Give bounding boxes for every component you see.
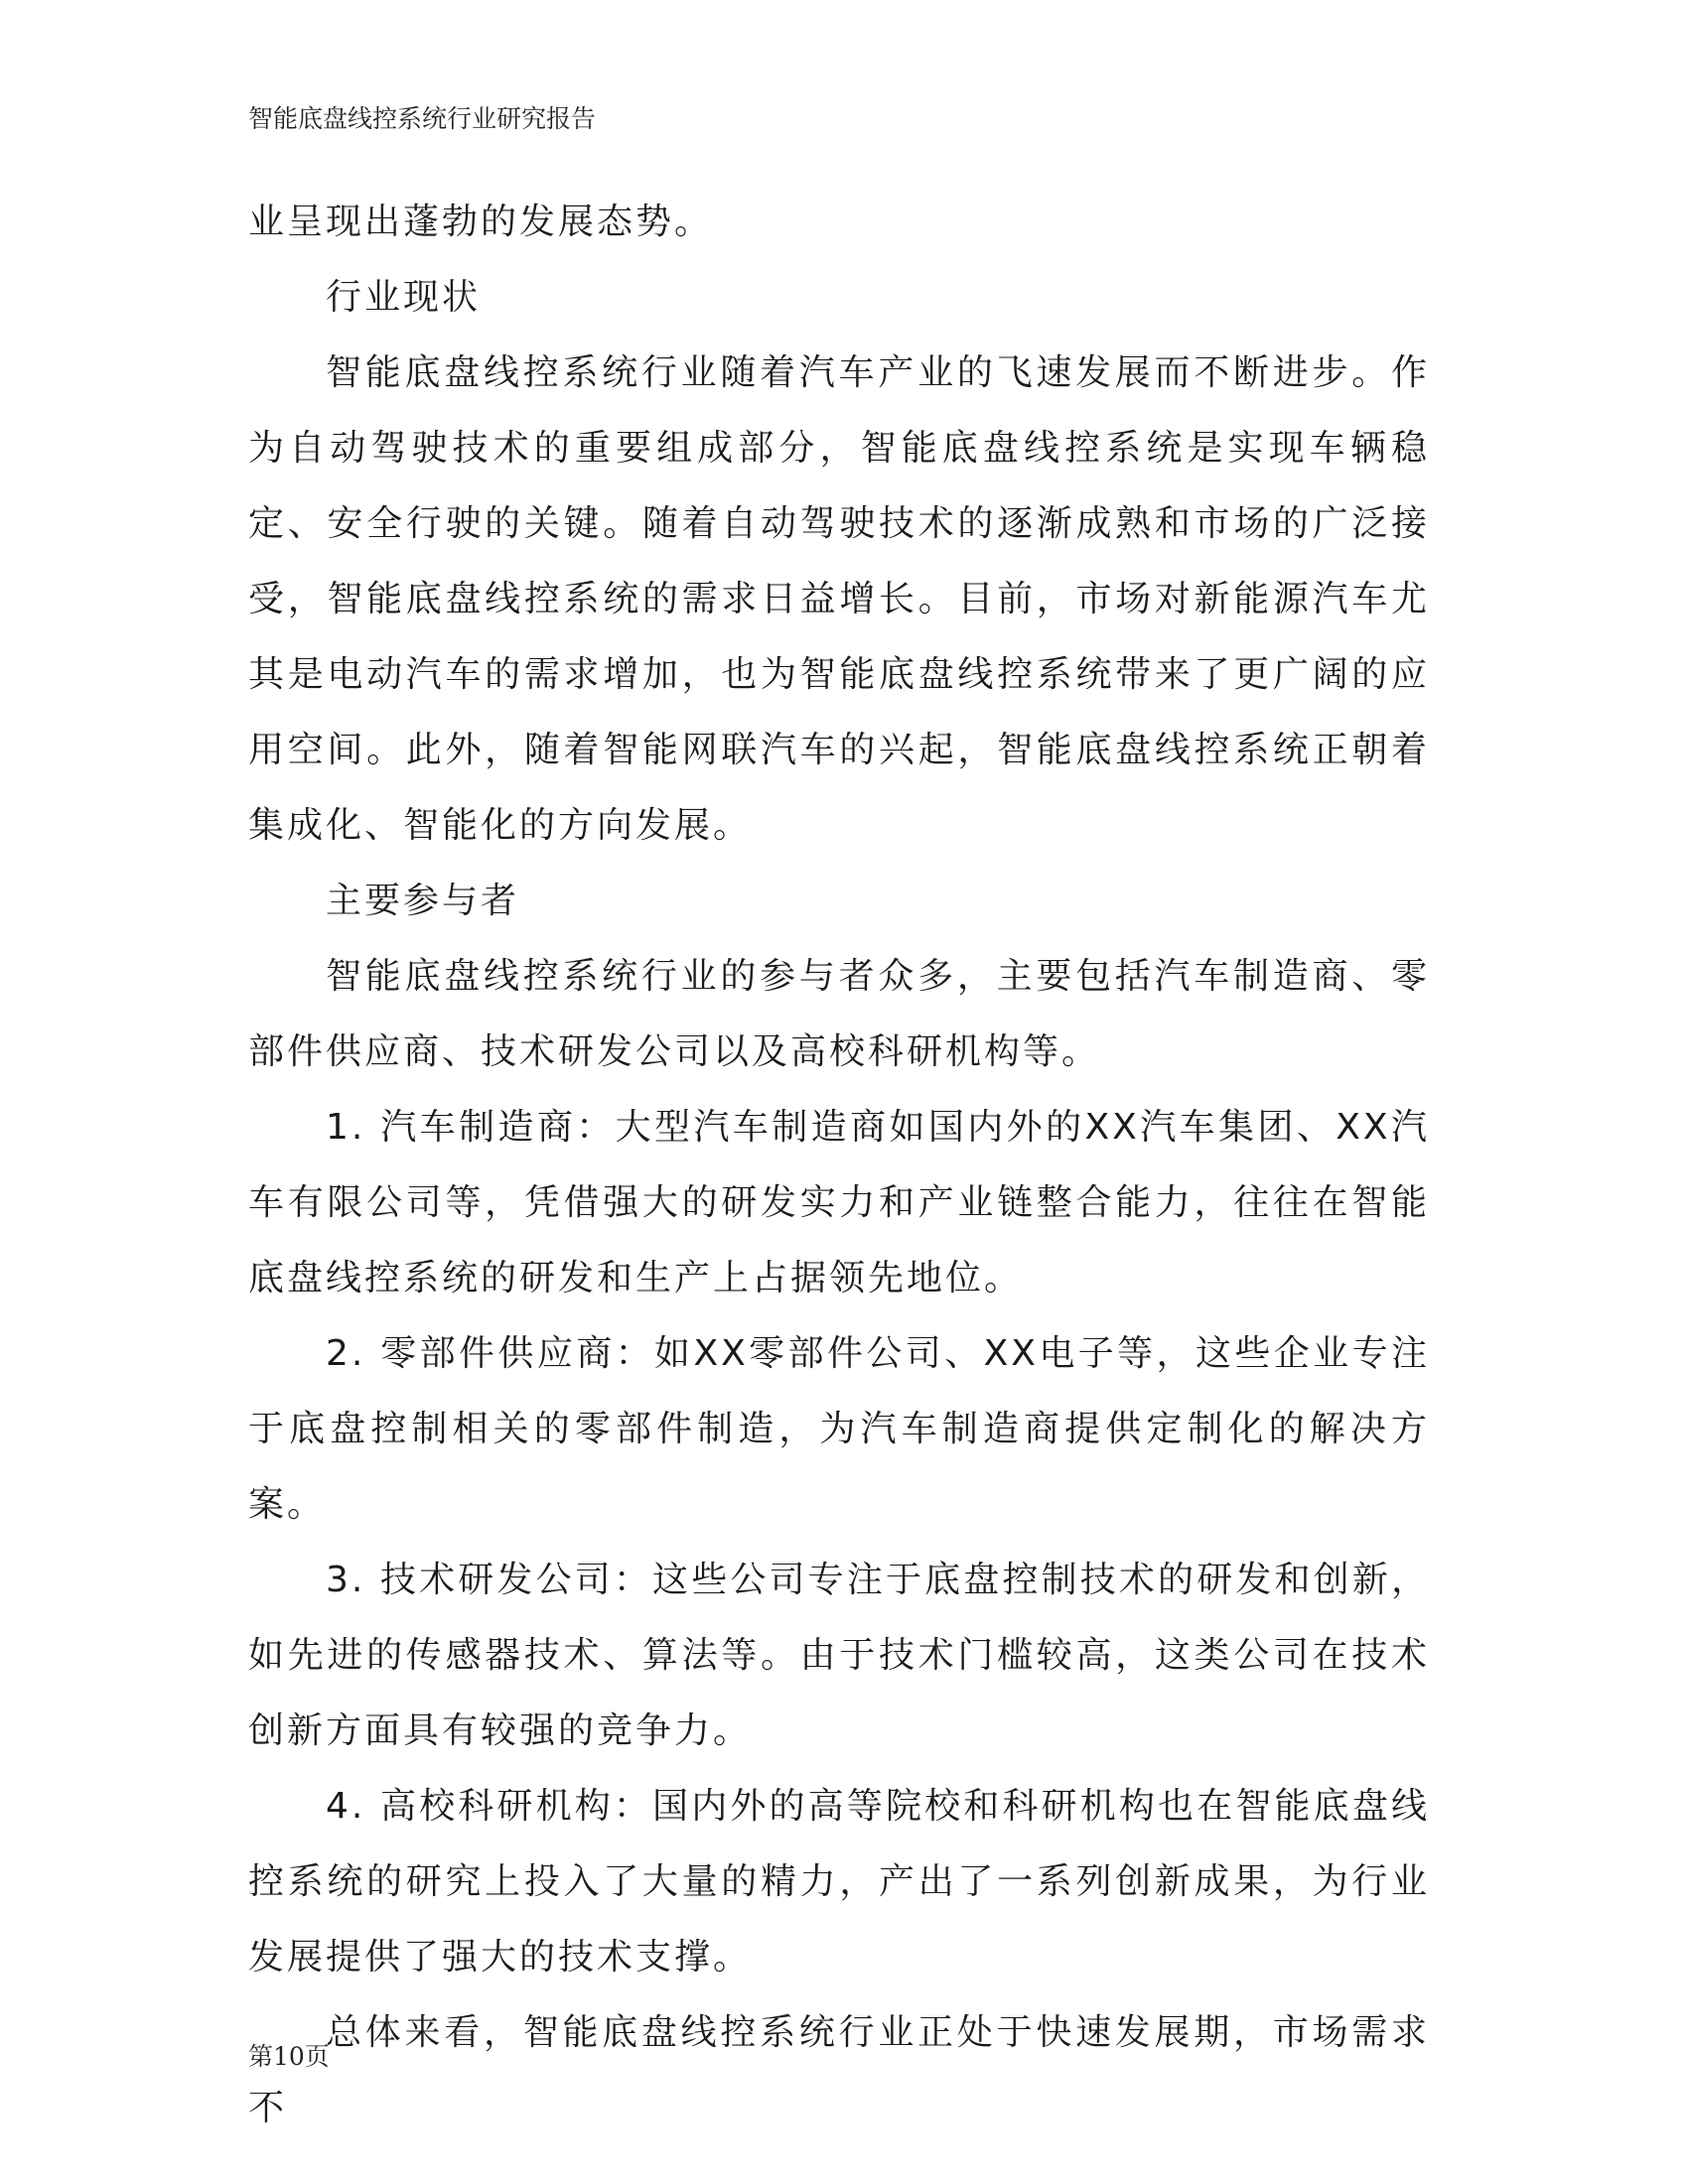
paragraph-summary: 总体来看，智能底盘线控系统行业正处于快速发展期，市场需求不 — [248, 2012, 1430, 2128]
list-item-automakers: 1. 汽车制造商：大型汽车制造商如国内外的XX汽车集团、XX汽车有限公司等，凭借强大的研发实力和产业链整合能力，往往在智能底盘线控系统的研发和生产上占据领先地位。 — [248, 1107, 1430, 1298]
running-header: 智能底盘线控系统行业研究报告 — [248, 104, 597, 133]
section-heading-industry-status: 行业现状 — [326, 277, 482, 318]
list-item-parts-suppliers: 2. 零部件供应商：如XX零部件公司、XX电子等，这些企业专注于底盘控制相关的零部件制造，为汽车制造商提供定制化的解决方案。 — [248, 1333, 1430, 1525]
body-text — [248, 185, 1430, 2146]
page-number: 第10页 — [248, 2042, 330, 2071]
section-heading-main-participants: 主要参与者 — [326, 881, 520, 921]
paragraph-industry-status: 智能底盘线控系统行业随着汽车产业的飞速发展而不断进步。作为自动驾驶技术的重要组成部分，智能底盘线控系统是实现车辆稳定、安全行驶的关键。随着自动驾驶技术的逐渐成熟和市场的广泛接受，智能底盘线控系统的需求日益增长。目前，市场对新能源汽车尤其是电动汽车的需求增加，也为智能底盘线控系统带来了更广阔的应用空间。此外，随着智能网联汽车的兴起，智能底盘线控系统正朝着集成化、智能化的方向发展。 — [248, 352, 1430, 846]
paragraph-continuation: 业呈现出蓬勃的发展态势。 — [248, 202, 714, 242]
list-item-tech-rd-companies: 3. 技术研发公司：这些公司专注于底盘控制技术的研发和创新，如先进的传感器技术、算法等。由于技术门槛较高，这类公司在技术创新方面具有较强的竞争力。 — [248, 1560, 1430, 1751]
list-item-research-institutions: 4. 高校科研机构：国内外的高等院校和科研机构也在智能底盘线控系统的研究上投入了大量的精力，产出了一系列创新成果，为行业发展提供了强大的技术支撑。 — [248, 1786, 1430, 1978]
paragraph-participants-intro: 智能底盘线控系统行业的参与者众多，主要包括汽车制造商、零部件供应商、技术研发公司以及高校科研机构等。 — [248, 956, 1430, 1072]
